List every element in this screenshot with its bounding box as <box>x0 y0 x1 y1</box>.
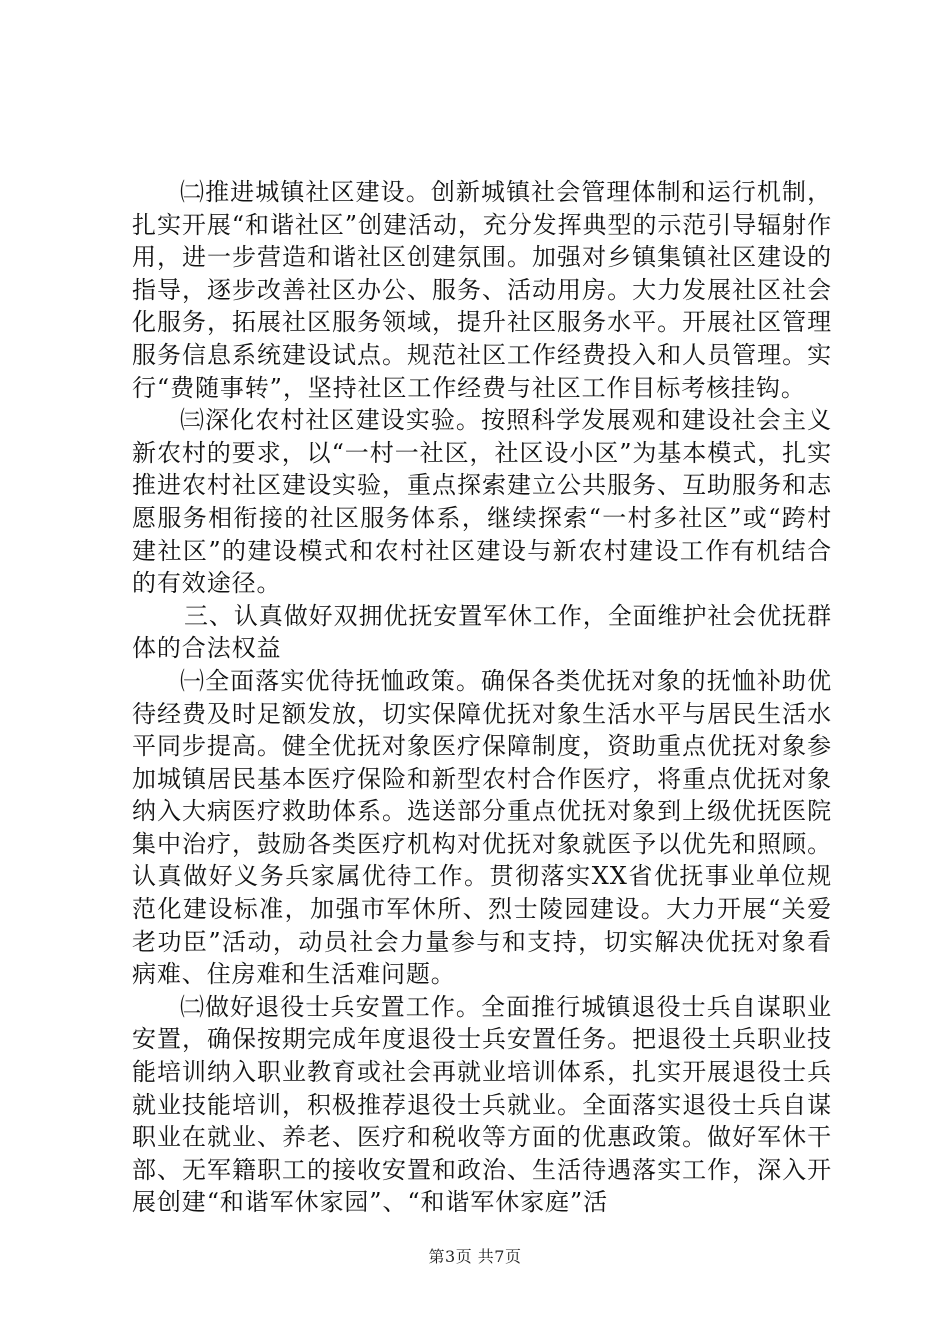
document-body <box>132 176 832 1219</box>
paragraph-urban-community: ㈡推进城镇社区建设。创新城镇社会管理体制和运行机制，扎实开展“和谐社区”创建活动，充分发挥典型的示范引导辐射作用，进一步营造和谐社区创建氛围。加强对乡镇集镇社区建设的指导，逐步改善社区办公、服务、活动用房。大力发展社区社会化服务，拓展社区服务领域，提升社区服务水平。开展社区管理服务信息系统建设试点。规范社区工作经费投入和人员管理。实行“费随事转”，坚持社区工作经费与社区工作目标考核挂钩。 <box>132 178 832 402</box>
section-heading-three: 三、认真做好双拥优抚安置军休工作，全面维护社会优抚群体的合法权益 <box>132 601 832 663</box>
paragraph-rural-community: ㈢深化农村社区建设实验。按照科学发展观和建设社会主义新农村的要求，以“一村一社区，社区设小区”为基本模式，扎实推进农村社区建设实验，重点探索建立公共服务、互助服务和志愿服务相衔接的社区服务体系，继续探索“一村多社区”或“跨村建社区”的建设模式和农村社区建设与新农村建设工作有机结合的有效途径。 <box>132 406 832 598</box>
page-number-footer: 第3页 共7页 <box>428 1247 522 1266</box>
paragraph-preferential-policy: ㈠全面落实优待抚恤政策。确保各类优抚对象的抚恤补助优待经费及时足额发放，切实保障优抚对象生活水平与居民生活水平同步提高。健全优抚对象医疗保障制度，资助重点优抚对象参加城镇居民基本医疗保险和新型农村合作医疗，将重点优抚对象纳入大病医疗救助体系。选送部分重点优抚对象到上级优抚医院集中治疗，鼓励各类医疗机构对优抚对象就医予以优先和照顾。认真做好义务兵家属优待工作。贯彻落实XX省优抚事业单位规范化建设标准，加强市军休所、烈士陵园建设。大力开展“关爱老功臣”活动，动员社会力量参与和支持，切实解决优抚对象看病难、住房难和生活难问题。 <box>132 666 832 989</box>
paragraph-veteran-placement: ㈡做好退役士兵安置工作。全面推行城镇退役士兵自谋职业安置，确保按期完成年度退役士兵安置任务。把退役土兵职业技能培训纳入职业教育或社会再就业培训体系，扎实开展退役士兵就业技能培训，积极推荐退役士兵就业。全面落实退役士兵自谋职业在就业、养老、医疗和税收等方面的优惠政策。做好军休干部、无军籍职工的接收安置和政治、生活待遇落实工作，深入开展创建“和谐军休家园”、“和谐军休家庭”活 <box>132 992 832 1217</box>
